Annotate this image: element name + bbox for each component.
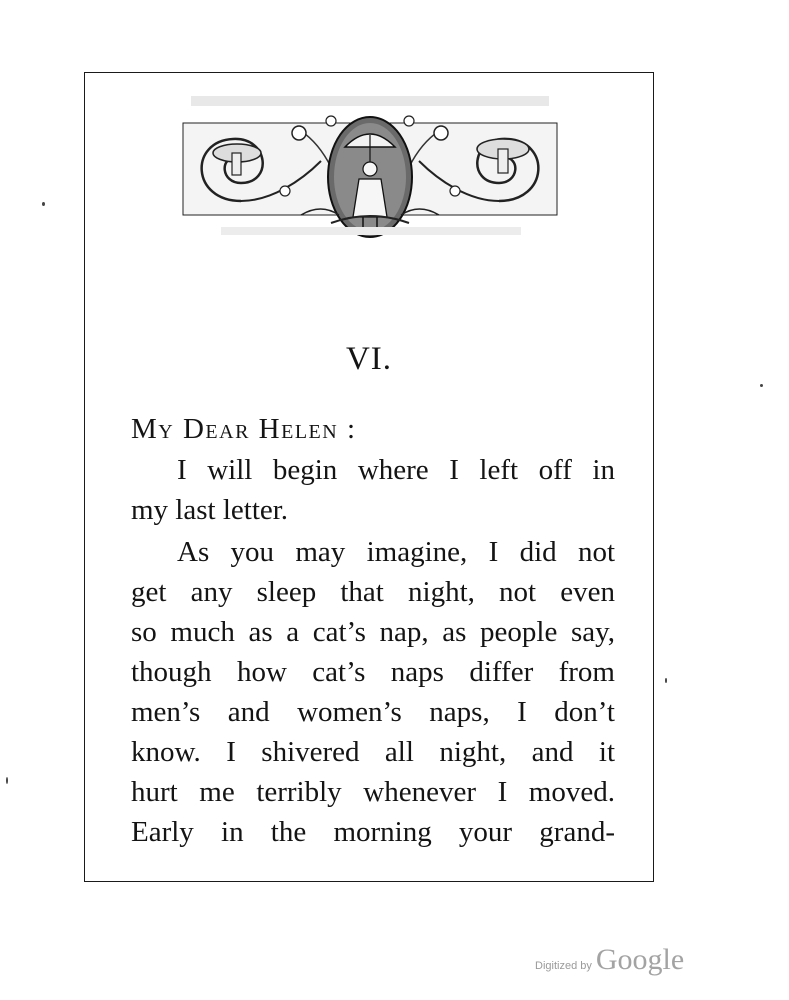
body-line: though how cat’s naps differ from: [131, 656, 615, 688]
body-line: hurt me terribly whenever I moved.: [131, 776, 615, 808]
chapter-number: VI.: [345, 341, 393, 377]
google-logo: Google: [595, 943, 685, 976]
body-line: As you may imagine, I did not: [177, 536, 615, 568]
body-line: I will begin where I left off in: [177, 454, 615, 486]
scan-speck: [42, 202, 45, 206]
headpiece-illustration: [181, 91, 559, 241]
letter-salutation: My Dear Helen :: [131, 413, 357, 445]
body-line: my last letter.: [131, 494, 289, 526]
page-frame: [84, 72, 654, 882]
body-line: Early in the morning your grand-: [131, 816, 615, 848]
body-line: so much as a cat’s nap, as people say,: [131, 616, 615, 648]
digitized-watermark: [535, 943, 684, 977]
scan-speck: [665, 678, 667, 683]
scan-speck: [6, 777, 8, 784]
body-line: know. I shivered all night, and it: [131, 736, 615, 768]
scan-speck: [760, 384, 763, 387]
watermark-prefix: Digitized by: [535, 960, 592, 972]
body-line: get any sleep that night, not even: [131, 576, 615, 608]
body-line: men’s and women’s naps, I don’t: [131, 696, 615, 728]
